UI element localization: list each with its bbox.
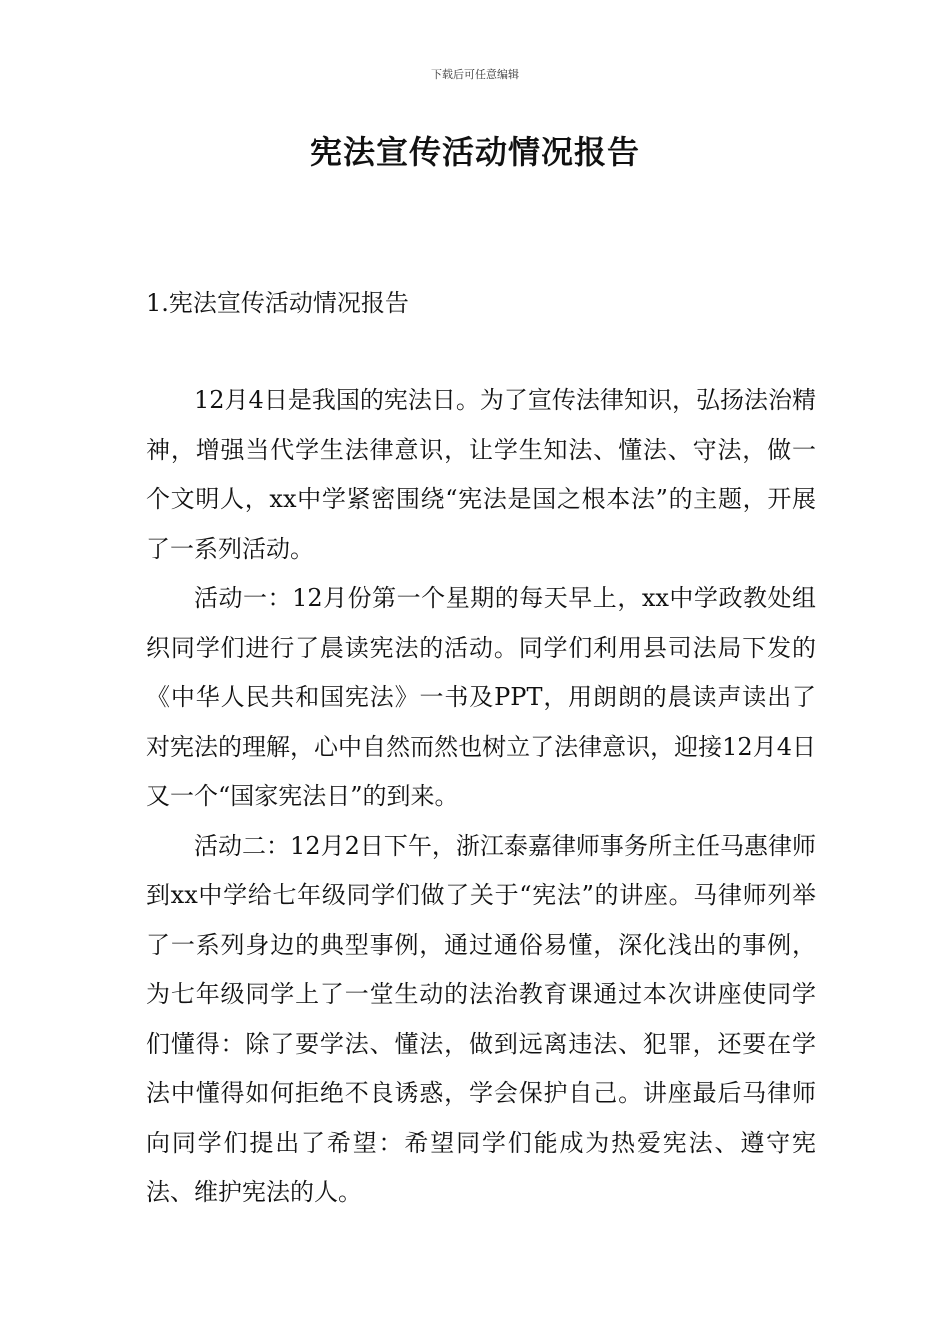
document-body xyxy=(146,376,816,1218)
paragraph-activity-two: 活动二：12月2日下午，浙江泰嘉律师事务所主任马惠律师到xx中学给七年级同学们做了关于“宪法”的讲座。马律师列举了一系列身边的典型事例，通过通俗易懂，深化浅出的事例，为七年级同学上了一堂生动的法治教育课通过本次讲座使同学们懂得：除了要学法、懂法，做到远离违法、犯罪，还要在学法中懂得如何拒绝不良诱惑，学会保护自己。讲座最后马律师向同学们提出了希望：希望同学们能成为热爱宪法、遵守宪法、维护宪法的人。 xyxy=(146,831,816,1206)
document-title: 宪法宣传活动情况报告 xyxy=(309,133,640,171)
section-heading: 1.宪法宣传活动情况报告 xyxy=(146,289,409,317)
paragraph-intro: 12月4日是我国的宪法日。为了宣传法律知识，弘扬法治精神，增强当代学生法律意识，让学生知法、懂法、守法，做一个文明人，xx中学紧密围绕“宪法是国之根本法”的主题，开展了一系列活动。 xyxy=(146,386,816,563)
page-header-note: 下载后可任意编辑 xyxy=(431,68,519,81)
paragraph-activity-one: 活动一：12月份第一个星期的每天早上，xx中学政教处组织同学们进行了晨读宪法的活动。同学们利用县司法局下发的《中华人民共和国宪法》一书及PPT，用朗朗的晨读声读出了对宪法的理解，心中自然而然也树立了法律意识，迎接12月4日又一个“国家宪法日”的到来。 xyxy=(146,584,816,810)
